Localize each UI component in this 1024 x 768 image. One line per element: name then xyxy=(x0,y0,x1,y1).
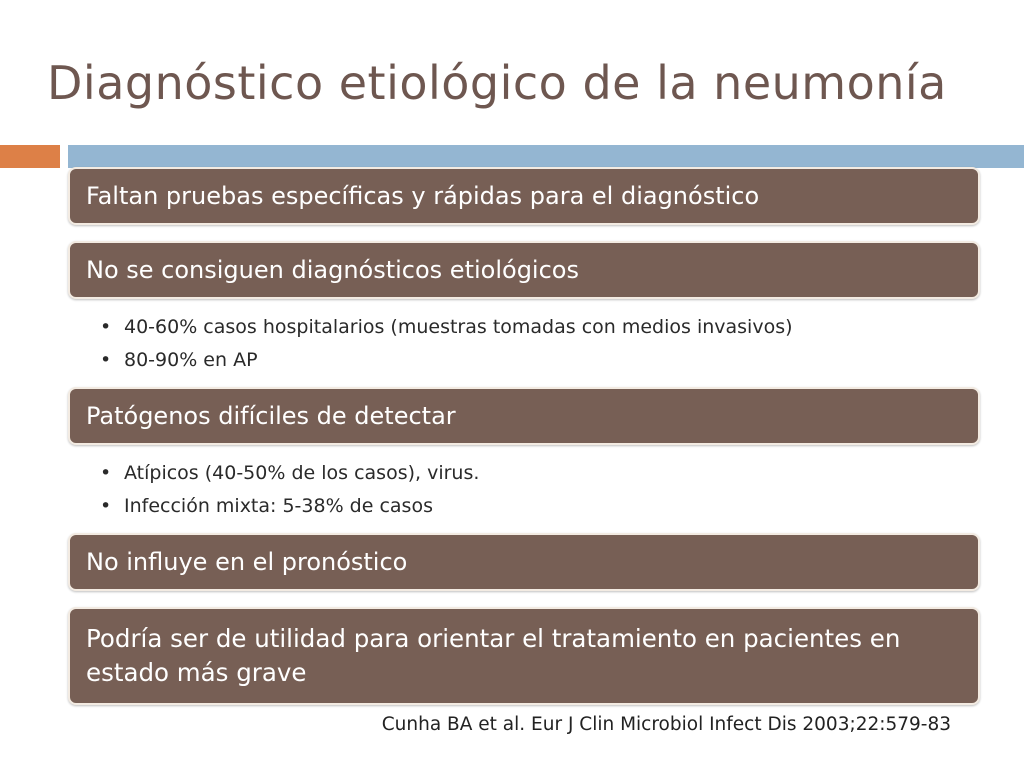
point-box-2-text: No se consiguen diagnósticos etiológicos xyxy=(86,256,579,284)
accent-bar-blue xyxy=(68,145,1024,168)
bullet-item: • Infección mixta: 5-38% de casos xyxy=(100,490,479,523)
point-box-2 xyxy=(68,241,980,299)
bullet-list-2 xyxy=(100,457,479,523)
accent-bar-orange xyxy=(0,145,60,168)
bullet-list-1 xyxy=(100,311,793,377)
bullet-item: • 80-90% en AP xyxy=(100,344,793,377)
point-box-4-text: No influye en el pronóstico xyxy=(86,548,408,576)
point-box-3 xyxy=(68,387,980,445)
slide-title: Diagnóstico etiológico de la neumonía xyxy=(47,56,947,110)
bullet-item: • Atípicos (40-50% de los casos), virus. xyxy=(100,457,479,490)
citation: Cunha BA et al. Eur J Clin Microbiol Infect Dis 2003;22:579-83 xyxy=(381,714,951,735)
point-box-1-text: Faltan pruebas específicas y rápidas para el diagnóstico xyxy=(86,182,760,210)
point-box-1 xyxy=(68,167,980,225)
point-box-3-text: Patógenos difíciles de detectar xyxy=(86,402,456,430)
point-box-4 xyxy=(68,533,980,591)
point-box-5-text: Podría ser de utilidad para orientar el tratamiento en pacientes en estado más grave xyxy=(86,624,901,687)
bullet-item: • 40-60% casos hospitalarios (muestras tomadas con medios invasivos) xyxy=(100,311,793,344)
point-box-5 xyxy=(68,607,980,705)
